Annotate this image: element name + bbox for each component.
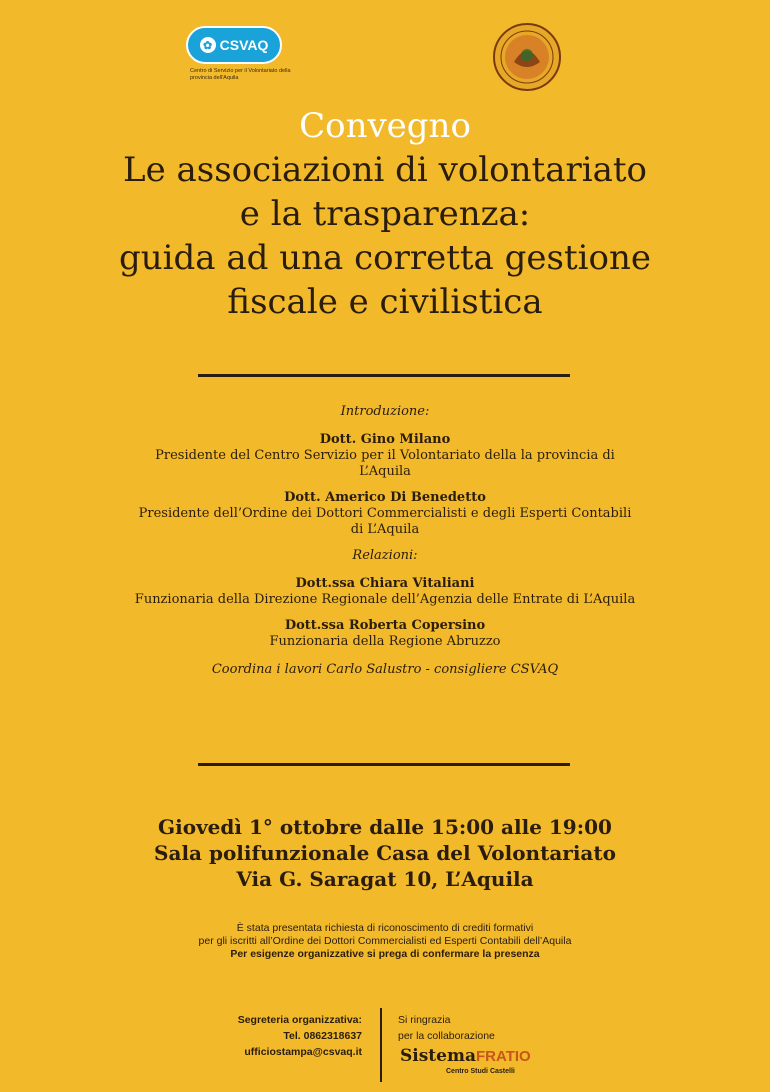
partner-logo xyxy=(400,1046,531,1066)
seal-emblem-icon xyxy=(492,22,562,92)
secretariat-info xyxy=(150,1012,362,1060)
title-line-3: guida ad una corretta gestione xyxy=(119,238,651,278)
thanks-line-2: per la collaborazione xyxy=(398,1030,495,1042)
speaker-role: di L’Aquila xyxy=(350,522,420,537)
divider-top xyxy=(198,374,570,377)
speaker-role: Funzionaria della Direzione Regionale dell’Agenzia delle Entrate di L’Aquila xyxy=(134,592,636,607)
csvaq-logo xyxy=(186,26,296,88)
title-line-4: fiscale e civilistica xyxy=(227,282,543,322)
handshake-icon: ✿ xyxy=(200,37,216,53)
partner-name-part1: Sistema xyxy=(400,1046,476,1066)
thanks-info xyxy=(398,1012,598,1044)
csvaq-badge-text: CSVAQ xyxy=(219,37,269,53)
speaker-name: Dott.ssa Roberta Copersino xyxy=(284,618,486,633)
notes-line-1: È stata presentata richiesta di riconoscimento di crediti formativi xyxy=(236,922,534,934)
partner-name-part2: FRATIO xyxy=(475,1048,531,1065)
event-address: Via G. Saragat 10, L’Aquila xyxy=(236,867,534,891)
relazioni-heading: Relazioni: xyxy=(352,548,418,563)
divider-bottom xyxy=(198,763,570,766)
speaker-role: L’Aquila xyxy=(359,464,411,479)
title-block xyxy=(0,104,770,324)
speaker-role: Presidente del Centro Servizio per il Volontariato della la provincia di xyxy=(155,448,615,463)
intro-heading: Introduzione: xyxy=(340,404,430,419)
footer-divider xyxy=(380,1008,382,1082)
speaker-role: Funzionaria della Regione Abruzzo xyxy=(269,634,501,649)
speaker-role: Presidente dell’Ordine dei Dottori Commercialisti e degli Esperti Contabili xyxy=(138,506,632,521)
secretariat-label: Segreteria organizzativa: xyxy=(237,1014,362,1026)
csvaq-caption: Centro di Servizio per il Volontariato della provincia dell'Aquila xyxy=(190,68,291,81)
notes xyxy=(0,922,770,961)
coordinator: Coordina i lavori Carlo Salustro - consigliere CSVAQ xyxy=(211,662,559,677)
event-date-time: Giovedì 1° ottobre dalle 15:00 alle 19:00 xyxy=(158,815,612,839)
event-venue: Sala polifunzionale Casa del Volontariato xyxy=(154,841,616,865)
title-convegno: Convegno xyxy=(299,106,471,146)
speaker-name: Dott. Gino Milano xyxy=(319,432,451,447)
csvaq-badge xyxy=(186,26,282,64)
partner-subtitle: Centro Studi Castelli xyxy=(446,1068,515,1075)
title-line-1: Le associazioni di volontariato xyxy=(123,150,647,190)
notes-line-3: Per esigenze organizzative si prega di confermare la presenza xyxy=(230,948,540,960)
speaker-name: Dott.ssa Chiara Vitaliani xyxy=(295,576,475,591)
secretariat-email[interactable]: ufficiostampa@csvaq.it xyxy=(244,1046,362,1058)
secretariat-phone: Tel. 0862318637 xyxy=(283,1030,362,1042)
thanks-line-1: Si ringrazia xyxy=(398,1014,451,1026)
title-line-2: e la trasparenza: xyxy=(239,194,531,234)
notes-line-2: per gli iscritti all’Ordine dei Dottori Commercialisti ed Esperti Contabili dell’Aquila xyxy=(198,935,572,947)
event-details xyxy=(0,814,770,892)
speaker-name: Dott. Americo Di Benedetto xyxy=(284,490,486,505)
program xyxy=(0,404,770,678)
